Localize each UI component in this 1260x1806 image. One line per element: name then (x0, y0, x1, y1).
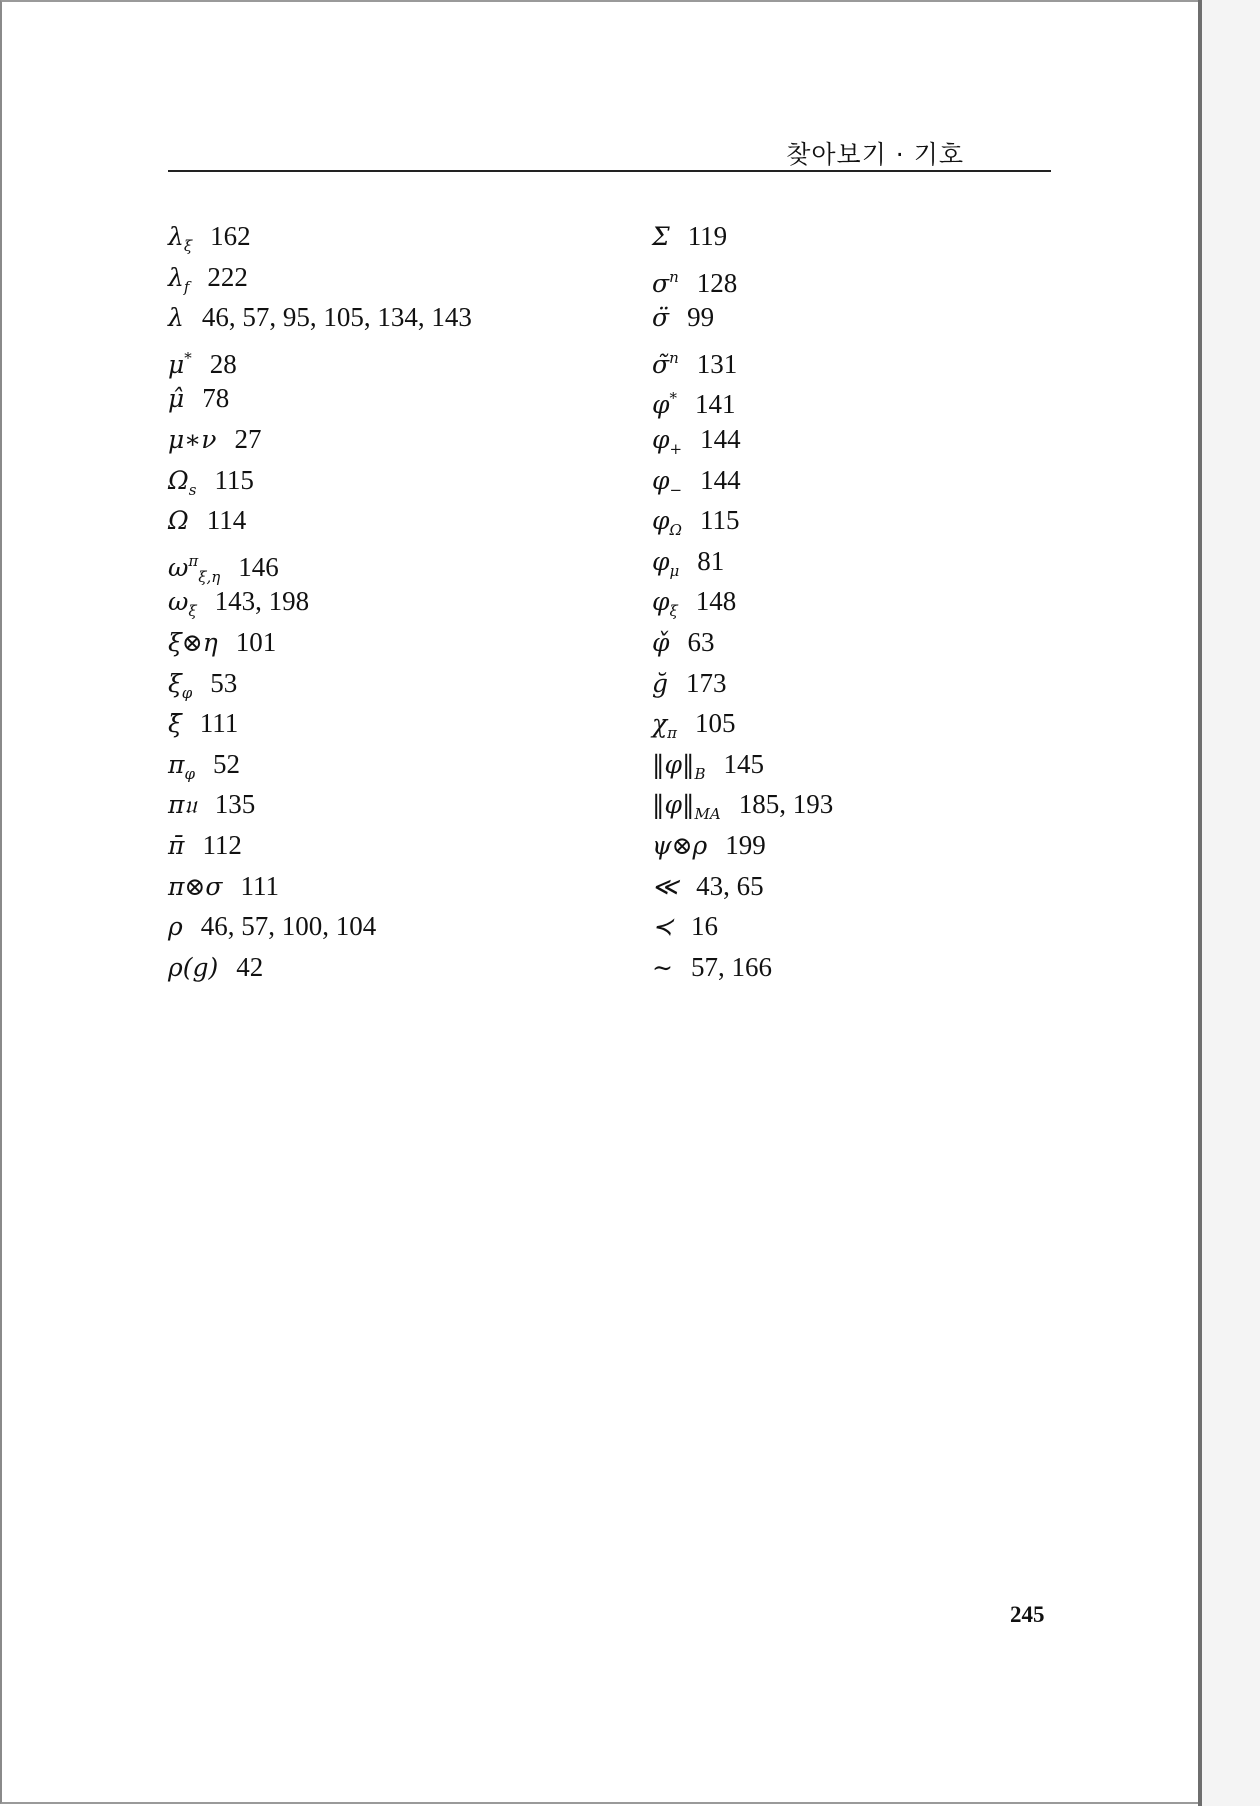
index-entry (168, 216, 472, 257)
index-symbol (652, 826, 707, 867)
index-symbol (168, 907, 183, 948)
page-references: 99 (687, 302, 715, 333)
index-symbol (652, 948, 673, 989)
index-symbol (652, 867, 678, 908)
index-entry (652, 541, 833, 582)
symbol-base: ρ (168, 912, 183, 942)
index-entry (168, 257, 472, 298)
symbol-base: φ̌ (652, 627, 670, 657)
page-references: 199 (725, 829, 766, 860)
symbol-base: μ̂ (168, 384, 185, 414)
index-entry (168, 947, 472, 988)
page-references: 57, 166 (690, 951, 772, 982)
symbol-base: ρ(g) (168, 952, 219, 982)
symbol-base: χ (652, 709, 668, 739)
symbol-base: σ̃ (652, 349, 670, 379)
page-references: 27 (234, 423, 262, 454)
index-symbol (168, 298, 184, 339)
symbol-base: μ (168, 349, 185, 379)
page-references: 144 (700, 464, 741, 495)
symbol-base: λ (168, 262, 184, 292)
symbol-base: λ (168, 303, 184, 333)
index-entry (652, 338, 833, 379)
symbol-subscript: ξ (669, 602, 678, 621)
index-symbol (652, 217, 670, 258)
index-entry (652, 663, 833, 704)
page-references: 144 (700, 423, 741, 454)
index-symbol (168, 501, 189, 542)
symbol-subscript: f (183, 277, 190, 296)
index-entry (168, 378, 472, 419)
page-references: 101 (235, 626, 277, 657)
symbol-base: Ω (168, 465, 189, 495)
index-entry (168, 297, 472, 338)
index-entry (168, 622, 472, 663)
index-symbol (168, 948, 218, 989)
index-symbol (168, 379, 184, 420)
symbol-base: ξ⊗η (168, 627, 218, 657)
page-references: 222 (207, 261, 248, 292)
symbol-base: ≪ (652, 871, 679, 901)
page-references: 111 (240, 870, 279, 901)
symbol-subscript: + (669, 439, 683, 458)
symbol-base: φ (652, 546, 670, 576)
symbol-subscript: ξ (188, 602, 197, 621)
index-entry (168, 866, 472, 907)
page-references: 162 (210, 221, 251, 251)
page-references: 185, 193 (738, 789, 834, 820)
symbol-subscript: φ (184, 764, 195, 783)
index-entry (168, 338, 472, 379)
page-references: 119 (687, 221, 728, 251)
symbol-base: φ (652, 424, 670, 454)
symbol-base: φ (652, 465, 670, 495)
page-references: 173 (686, 667, 727, 698)
symbol-subscript: s (188, 480, 197, 499)
page-references: 46, 57, 95, 105, 134, 143 (201, 302, 472, 333)
symbol-base: λ (168, 222, 184, 251)
index-entry (652, 622, 833, 663)
page-references: 112 (202, 829, 242, 860)
page-references: 128 (696, 267, 738, 298)
symbol-base: ψ⊗ρ (652, 830, 708, 860)
page-references: 115 (214, 464, 254, 495)
index-entry (168, 500, 472, 541)
page-references: 115 (699, 505, 740, 536)
index-entry (652, 378, 833, 419)
page-references: 131 (696, 348, 738, 379)
symbol-base: π𝔲 (168, 790, 197, 820)
index-symbol (168, 704, 182, 745)
page-references: 28 (209, 348, 237, 379)
index-symbol (168, 867, 222, 908)
index-entry (652, 419, 833, 460)
symbol-subscript: μ (669, 561, 680, 580)
page-references: 135 (214, 789, 256, 820)
symbol-base: μ∗ν (168, 424, 217, 454)
index-entry (652, 500, 833, 541)
page-references: 146 (238, 551, 279, 582)
index-entry (652, 257, 833, 298)
page-references: 42 (236, 951, 264, 982)
index-entry (168, 419, 472, 460)
symbol-superscript: n (669, 348, 679, 367)
index-symbol (652, 664, 668, 705)
symbol-base: ω (168, 552, 189, 582)
symbol-base: ‖φ‖ (652, 749, 695, 779)
symbol-base: ğ (652, 668, 669, 698)
symbol-base: ≺ (652, 912, 673, 942)
index-column-left (168, 216, 472, 987)
index-entry (652, 744, 833, 785)
page-references: 114 (206, 505, 247, 536)
page-references: 105 (695, 708, 736, 739)
header-rule (168, 170, 1051, 172)
page-references: 141 (695, 389, 736, 420)
symbol-base: ω (168, 587, 189, 617)
page-references: 52 (212, 748, 240, 779)
symbol-subscript: ξ,η (198, 567, 221, 586)
index-symbol (652, 907, 673, 948)
index-symbol (168, 826, 184, 867)
index-entry (652, 581, 833, 622)
index-entry (652, 784, 833, 825)
index-entry (168, 703, 472, 744)
index-entry (652, 297, 833, 338)
symbol-subscript: − (669, 480, 683, 499)
page-references: 143, 198 (214, 586, 310, 617)
symbol-base: ∼ (652, 952, 673, 982)
symbol-superscript: n (669, 267, 679, 286)
symbol-subscript: B (694, 764, 706, 783)
symbol-subscript: MA (694, 805, 721, 824)
symbol-base: σ (652, 268, 670, 298)
page-references: 63 (687, 626, 715, 657)
symbol-subscript: Ω (669, 521, 682, 540)
page-references: 148 (695, 586, 737, 617)
page-number: 245 (1010, 1602, 1045, 1627)
index-symbol (168, 785, 197, 826)
index-entry (168, 906, 472, 947)
page-references: 43, 65 (696, 870, 764, 901)
symbol-subscript: φ (181, 683, 193, 702)
index-entry (652, 866, 833, 907)
symbol-base: φ (652, 587, 670, 617)
index-symbol (168, 623, 218, 664)
index-entry (168, 784, 472, 825)
index-entry (652, 216, 833, 257)
index-entry (168, 744, 472, 785)
page-references: 53 (210, 667, 238, 698)
page-references: 111 (199, 708, 239, 739)
symbol-base: Σ (652, 222, 670, 251)
symbol-subscript: ξ (183, 237, 193, 255)
viewer-gutter (1202, 0, 1260, 1806)
symbol-base: ξ̄ (168, 709, 182, 739)
index-symbol (652, 298, 669, 339)
index-entry (652, 947, 833, 988)
symbol-base: π (168, 749, 185, 779)
symbol-superscript: * (184, 348, 192, 367)
index-entry (168, 581, 472, 622)
index-entry (652, 825, 833, 866)
index-entry (652, 703, 833, 744)
index-entry (652, 460, 833, 501)
page-references: 46, 57, 100, 104 (200, 911, 377, 942)
index-column-right (652, 216, 833, 987)
symbol-base: ξ (168, 668, 182, 698)
symbol-base: π̄ (168, 830, 185, 860)
page-references: 16 (690, 911, 718, 942)
symbol-base: φ (652, 390, 670, 420)
index-entry (652, 906, 833, 947)
running-head: 찾아보기 · 기호 (786, 140, 964, 169)
index-symbol (168, 420, 216, 461)
symbol-subscript: π (667, 724, 678, 743)
page-references: 145 (723, 748, 765, 779)
symbol-base: Ω (168, 506, 189, 536)
symbol-superscript: * (669, 389, 678, 408)
symbol-base: φ (652, 506, 670, 536)
page-references: 81 (697, 545, 725, 576)
index-entry (168, 663, 472, 704)
index-entry (168, 460, 472, 501)
symbol-base: π⊗σ (168, 871, 223, 901)
symbol-superscript: π (188, 551, 199, 570)
index-entry (168, 825, 472, 866)
page-references: 78 (202, 383, 230, 414)
symbol-base: σ̈ (652, 303, 670, 333)
index-symbol (652, 623, 670, 664)
symbol-base: ‖φ‖ (652, 790, 695, 820)
index-entry (168, 541, 472, 586)
